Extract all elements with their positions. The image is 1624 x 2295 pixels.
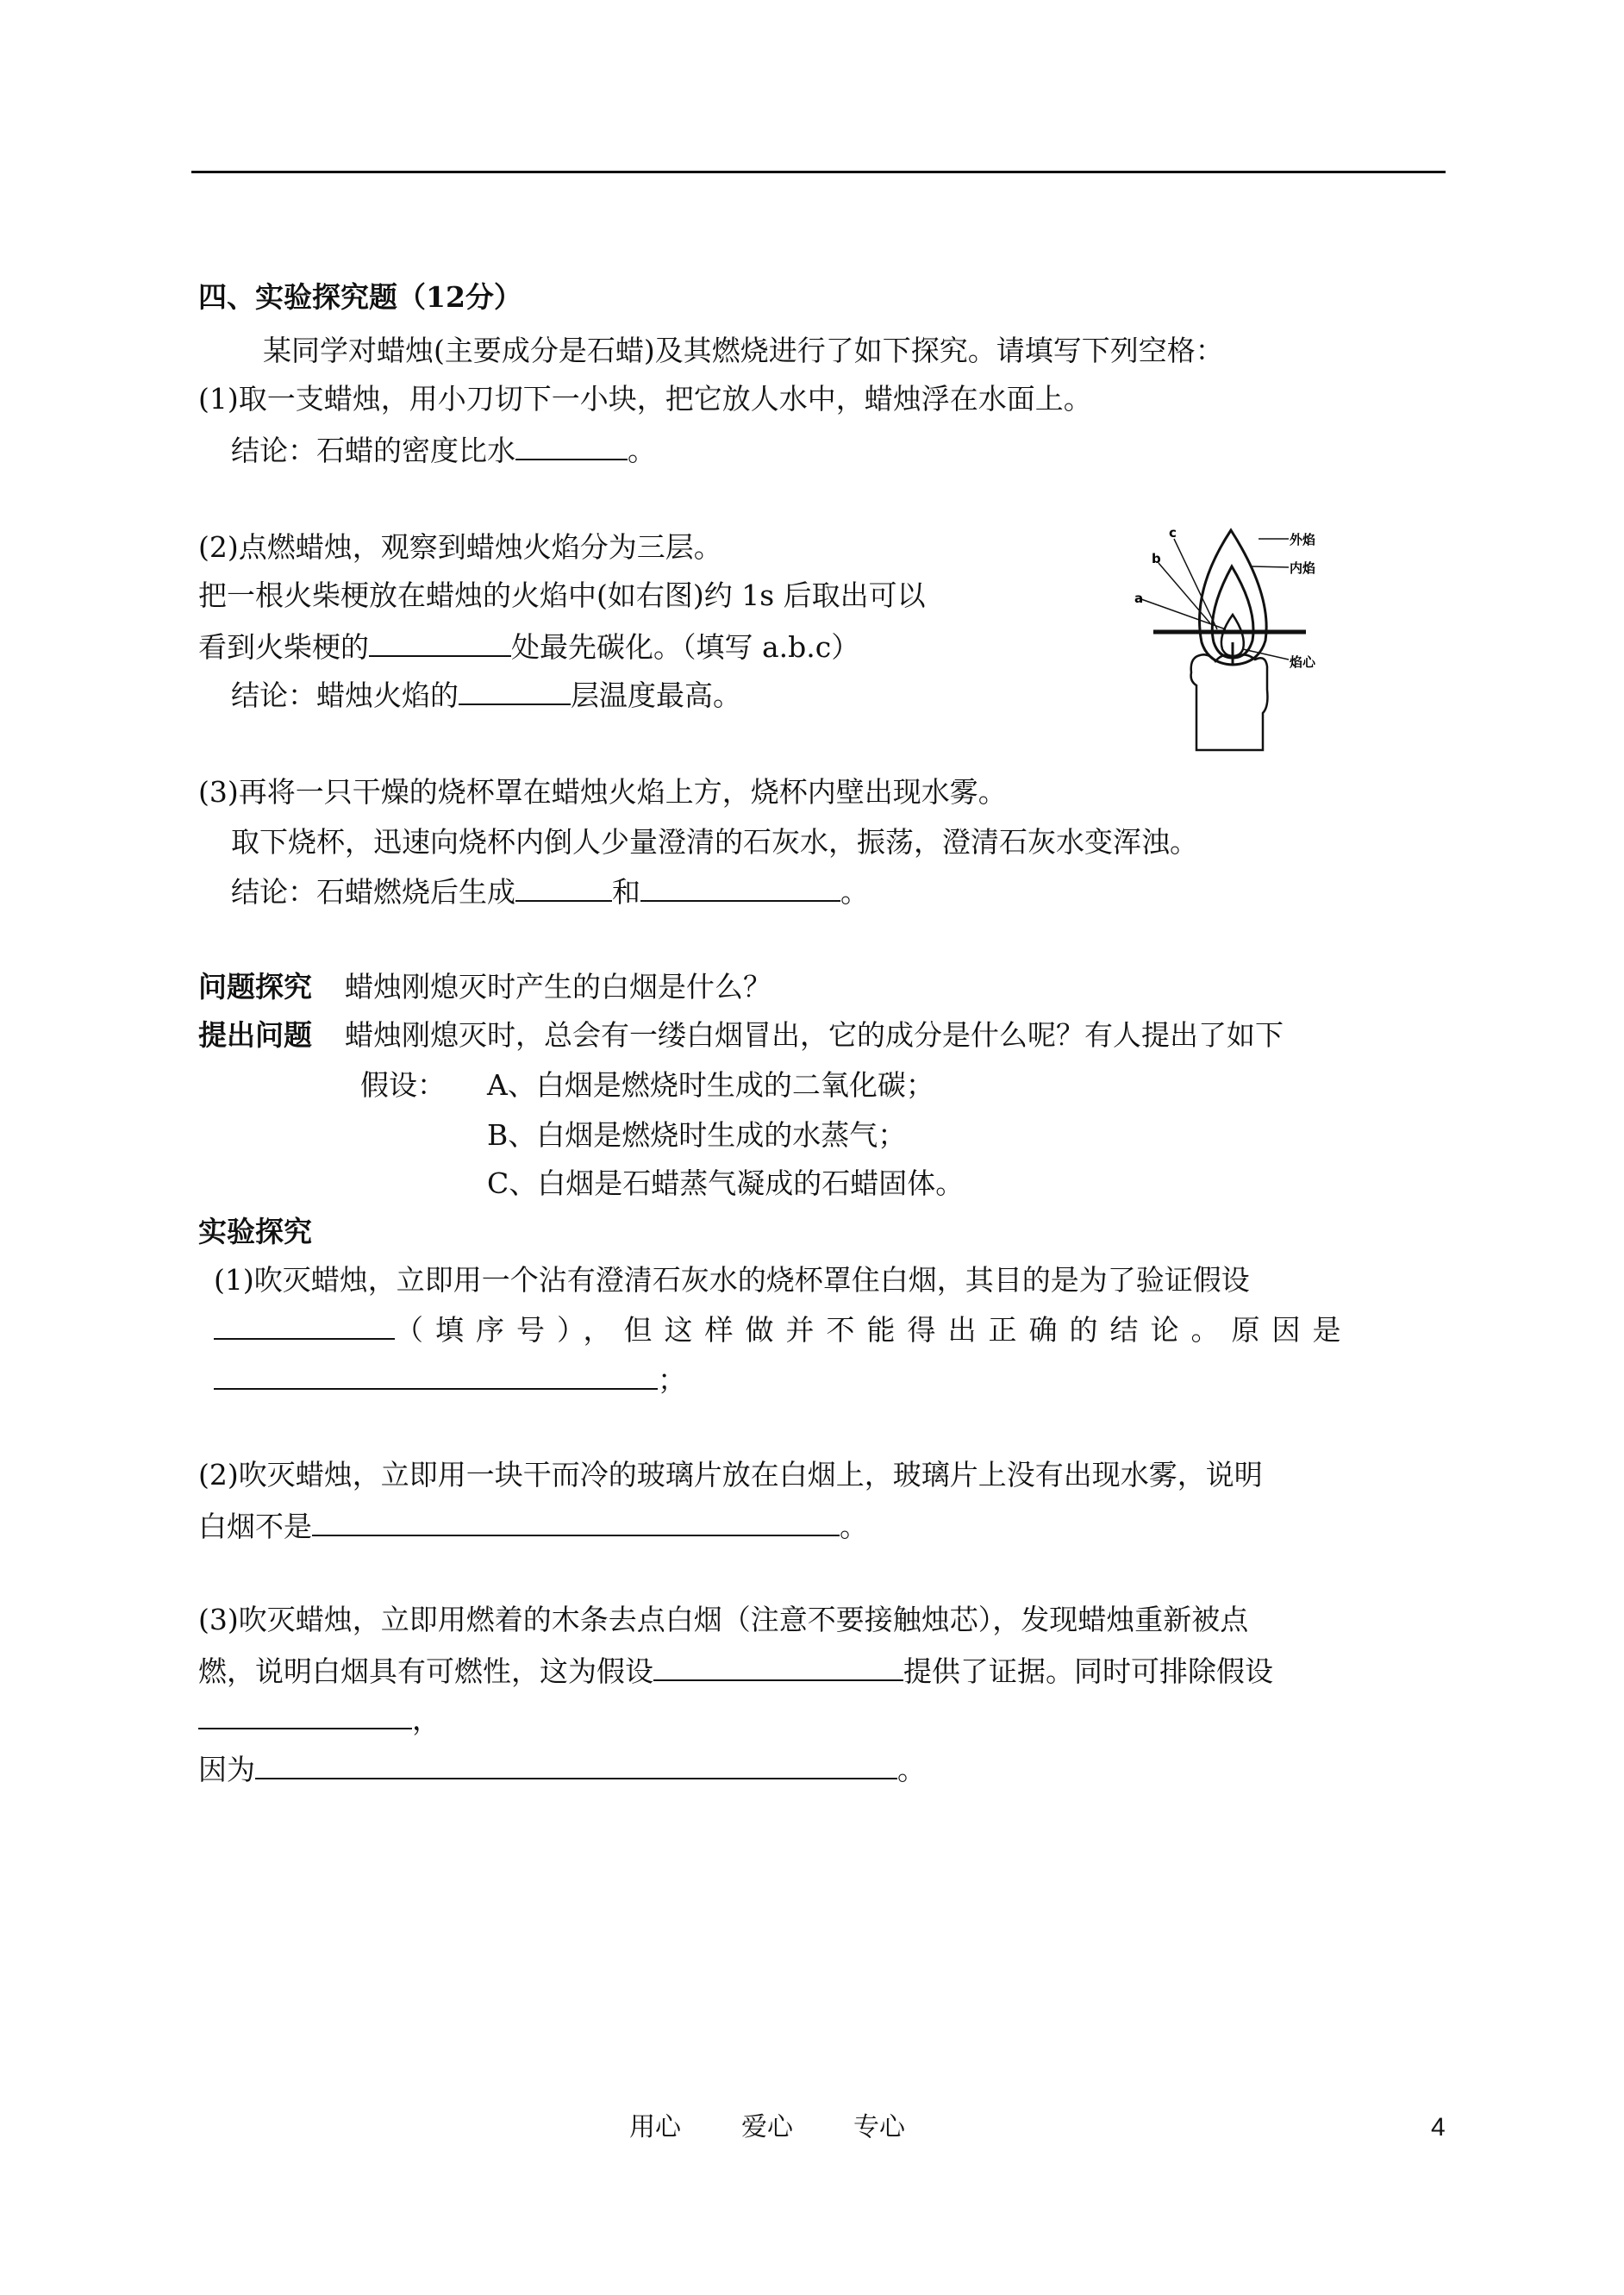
part2-conclusion-post: 层温度最高。 bbox=[571, 678, 741, 712]
hypothesis-number-blank[interactable] bbox=[214, 1309, 395, 1340]
product1-blank[interactable] bbox=[515, 871, 612, 902]
exp3-line2-post: 提供了证据。同时可排除假设 bbox=[903, 1654, 1273, 1688]
excluded-hypothesis-blank[interactable] bbox=[198, 1698, 412, 1729]
exp1-line1: (1)吹灭蜡烛，立即用一个沾有澄清石灰水的烧杯罩住白烟，其目的是为了验证假设 bbox=[214, 1263, 1250, 1297]
label-b: b bbox=[1152, 551, 1161, 566]
exp2-line2 bbox=[198, 1505, 868, 1547]
because-blank[interactable] bbox=[255, 1748, 897, 1779]
exp3-line1: (3)吹灭蜡烛，立即用燃着的木条去点白烟（注意不要接触烛芯），发现蜡烛重新被点 bbox=[198, 1603, 1249, 1636]
part2-line3-post: 处最先碳化。（填写 a.b.c） bbox=[511, 630, 860, 664]
part1-conclusion-pre: 结论：石蜡的密度比水 bbox=[231, 434, 515, 467]
supported-hypothesis-blank[interactable] bbox=[653, 1650, 903, 1681]
exp2-line1: (2)吹灭蜡烛，立即用一块干而冷的玻璃片放在白烟上，玻璃片上没有出现水雾，说明 bbox=[198, 1458, 1263, 1491]
part2-conclusion bbox=[231, 674, 741, 716]
intro-text: 某同学对蜡烛(主要成分是石蜡)及其燃烧进行了如下探究。请填写下列空格： bbox=[263, 334, 1224, 367]
part1-line1: (1)取一支蜡烛，用小刀切下一小块，把它放人水中，蜡烛浮在水面上。 bbox=[198, 382, 1092, 416]
part1-conclusion-post: 。 bbox=[628, 434, 656, 467]
part1-conclusion bbox=[231, 429, 656, 471]
page-number: 4 bbox=[1431, 2113, 1446, 2142]
part3-conclusion-pre: 结论：石蜡燃烧后生成 bbox=[231, 875, 515, 909]
part3-conclusion-post: 。 bbox=[840, 875, 869, 909]
label-a: a bbox=[1134, 591, 1144, 606]
hypothesis-b: B、白烟是燃烧时生成的水蒸气； bbox=[487, 1118, 907, 1152]
part3-conclusion-mid: 和 bbox=[612, 875, 640, 909]
part3-line1: (3)再将一只干燥的烧杯罩在蜡烛火焰上方，烧杯内壁出现水雾。 bbox=[198, 775, 1007, 809]
exp2-line2-post: 。 bbox=[840, 1510, 868, 1543]
label-inner-flame: 内焰 bbox=[1290, 560, 1316, 576]
reason-blank[interactable] bbox=[214, 1359, 658, 1390]
candle-body bbox=[1191, 654, 1268, 750]
question-text: 蜡烛刚熄灭时，总会有一缕白烟冒出，它的成分是什么呢？有人提出了如下 bbox=[345, 1018, 1284, 1052]
exp1-line3 bbox=[214, 1359, 686, 1400]
part2-line3 bbox=[198, 626, 859, 667]
problem-label: 问题探究 bbox=[198, 970, 312, 1004]
motto-3: 专心 bbox=[853, 2112, 905, 2142]
exp3-line3 bbox=[198, 1698, 440, 1740]
part3-line2: 取下烧杯，迅速向烧杯内倒人少量澄清的石灰水，振荡，澄清石灰水变浑浊。 bbox=[231, 825, 1198, 859]
hypothesis-label: 假设： bbox=[360, 1068, 446, 1102]
part2-line3-pre: 看到火柴梗的 bbox=[198, 630, 369, 664]
hypothesis-a: A、白烟是燃烧时生成的二氧化碳； bbox=[487, 1068, 934, 1102]
part2-line2: 把一根火柴梗放在蜡烛的火焰中(如右图)约 1s 后取出可以 bbox=[198, 578, 926, 612]
header-rule bbox=[191, 171, 1446, 173]
candle-flame-diagram bbox=[1129, 513, 1336, 754]
label-outer-flame: 外焰 bbox=[1290, 532, 1316, 547]
question-row bbox=[198, 1016, 1284, 1055]
question-label: 提出问题 bbox=[198, 1018, 312, 1052]
product2-blank[interactable] bbox=[640, 871, 840, 902]
exp3-line4-post: 。 bbox=[897, 1753, 926, 1786]
exp1-line2-text: （填序号），但这样做并不能得出正确的结论。原因是 bbox=[395, 1313, 1353, 1347]
part2-conclusion-pre: 结论：蜡烛火焰的 bbox=[231, 678, 459, 712]
exp3-line2-pre: 燃，说明白烟具有可燃性，这为假设 bbox=[198, 1654, 653, 1688]
problem-text: 蜡烛刚熄灭时产生的白烟是什么？ bbox=[345, 970, 771, 1004]
exp1-line3-post: ； bbox=[658, 1363, 686, 1397]
experiment-label: 实验探究 bbox=[198, 1215, 312, 1248]
motto-2: 爱心 bbox=[741, 2112, 793, 2142]
problem-row bbox=[198, 967, 771, 1007]
exp1-line2 bbox=[214, 1309, 1353, 1350]
exp2-line2-pre: 白烟不是 bbox=[198, 1510, 312, 1543]
part3-conclusion bbox=[231, 871, 869, 912]
exp3-line4-pre: 因为 bbox=[198, 1753, 255, 1786]
hottest-layer-blank[interactable] bbox=[459, 674, 571, 705]
exp3-line3-post: ， bbox=[412, 1703, 440, 1736]
exp3-line2 bbox=[198, 1650, 1273, 1692]
not-water-vapor-blank[interactable] bbox=[312, 1505, 840, 1536]
density-blank[interactable] bbox=[515, 429, 628, 460]
hypothesis-c: C、白烟是石蜡蒸气凝成的石蜡固体。 bbox=[487, 1166, 965, 1200]
label-flame-core: 焰心 bbox=[1290, 654, 1316, 670]
motto-1: 用心 bbox=[629, 2112, 681, 2142]
carbonize-position-blank[interactable] bbox=[369, 626, 511, 657]
part2-line1: (2)点燃蜡烛，观察到蜡烛火焰分为三层。 bbox=[198, 530, 722, 564]
section-title: 四、实验探究题（12分） bbox=[198, 280, 522, 314]
footer-motto bbox=[629, 2111, 965, 2145]
exp3-line4 bbox=[198, 1748, 926, 1790]
label-c: c bbox=[1169, 525, 1177, 541]
